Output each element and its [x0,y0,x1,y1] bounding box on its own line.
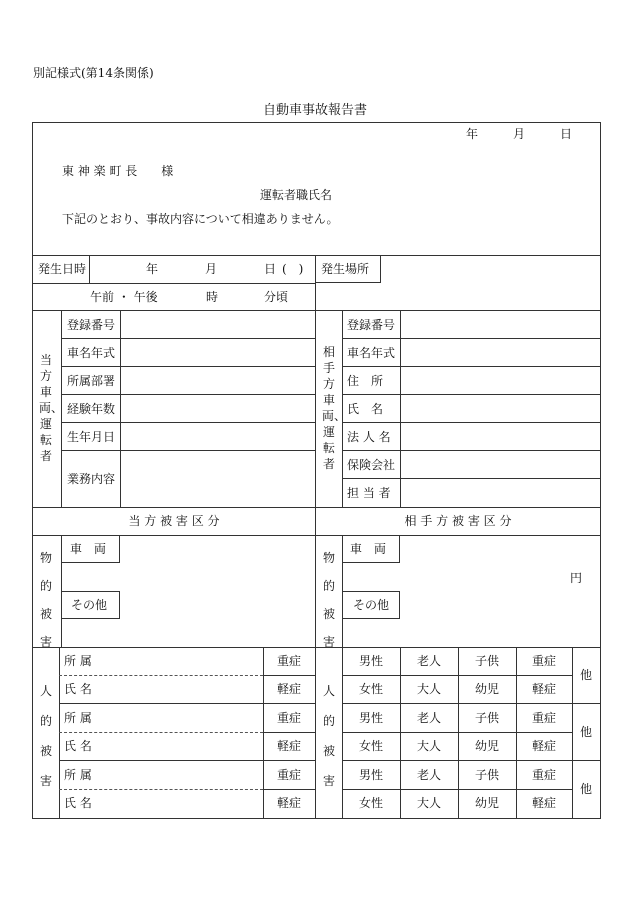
divider [89,255,90,283]
addressee: 東 神 楽 町 長 様 [62,164,174,178]
divider [342,732,572,733]
occ-minute: 分頃 [264,290,289,304]
name-label: 氏 名 [64,796,92,810]
own-row-label: 所属部署 [67,374,116,388]
divider [342,450,601,451]
name-label: 氏 名 [64,739,92,753]
occurrence-date-label: 発生日時 [38,262,87,276]
divider [342,703,601,704]
serious-label: 重症 [531,654,557,668]
adult-label: 大人 [416,739,442,753]
female-label: 女性 [358,739,384,753]
form-title: 自動車事故報告書 [262,103,368,118]
divider [263,675,315,676]
divider [32,507,601,508]
minor-label: 軽症 [531,682,557,696]
own-row-label: 経験年数 [67,402,116,416]
divider [59,732,263,733]
own-row-label: 登録番号 [67,318,116,332]
divider [61,338,315,339]
other-side-label: 相手方車両、運転者 [322,345,347,471]
serious-label: 重症 [531,768,557,782]
divider [120,310,121,507]
own-vehicle: 車 両 [70,542,107,556]
other-person-label: 人的被害 [322,684,335,788]
other-other-item: その他 [353,598,390,612]
form-reference: 別記様式(第14条関係) [33,66,154,80]
divider [400,647,401,819]
divider [59,647,60,819]
occ-ampm: 午前 ・ 午後 [90,290,158,304]
occ-year: 年 [146,262,159,276]
divider [61,394,315,395]
divider [342,760,601,761]
serious-label: 重症 [277,711,302,725]
child-label: 子供 [474,768,500,782]
own-person-label: 人的被害 [39,684,52,788]
minor-label: 軽症 [277,796,302,810]
other-row-label: 住 所 [347,374,384,388]
divider [61,422,315,423]
other-row-label: 氏 名 [347,402,384,416]
divider [458,647,459,819]
divider [342,338,601,339]
male-label: 男性 [358,654,384,668]
divider [59,675,263,676]
divider [342,675,572,676]
own-row-label: 生年月日 [67,430,116,444]
divider [342,647,343,819]
yen-unit: 円 [570,571,583,585]
divider [59,760,315,761]
occ-month: 月 [205,262,218,276]
other-row-label: 車名年式 [347,346,396,360]
affiliation-label: 所 属 [64,654,92,668]
date-month: 月 [513,127,526,141]
adult-label: 大人 [416,682,442,696]
infant-label: 幼児 [474,682,500,696]
divider [342,789,572,790]
name-label: 氏 名 [64,682,92,696]
occurrence-place-label: 発生場所 [321,262,370,276]
other-vehicle: 車 両 [350,542,387,556]
other-damage-header: 相 手 方 被 害 区 分 [404,514,512,528]
divider [263,647,264,819]
male-label: 男性 [358,711,384,725]
divider [572,647,573,819]
serious-label: 重症 [277,654,302,668]
occ-weekday: ( ) [282,262,304,276]
minor-label: 軽症 [531,796,557,810]
male-label: 男性 [358,768,384,782]
divider [59,789,263,790]
others-label: 他 [579,782,593,796]
own-other-item: その他 [71,598,108,612]
divider [59,703,315,704]
adult-label: 大人 [416,796,442,810]
others-label: 他 [579,668,593,682]
reporter-label: 運転者職氏名 [260,188,333,202]
divider [342,366,601,367]
divider [32,310,601,311]
affiliation-label: 所 属 [64,768,92,782]
own-side-label: 当方車両、運転者 [39,353,64,463]
minor-label: 軽症 [531,739,557,753]
infant-label: 幼児 [474,796,500,810]
divider [61,366,315,367]
elderly-label: 老人 [416,654,442,668]
divider [342,422,601,423]
elderly-label: 老人 [416,711,442,725]
other-row-label: 法 人 名 [347,430,391,444]
other-property-label: 物的被害 [322,551,335,649]
divider [263,789,315,790]
serious-label: 重症 [277,768,302,782]
divider [342,478,601,479]
child-label: 子供 [474,654,500,668]
center-divider [315,310,316,819]
occ-day: 日 [264,262,277,276]
divider [342,394,601,395]
divider [61,450,315,451]
own-damage-header: 当 方 被 害 区 分 [128,514,220,528]
female-label: 女性 [358,796,384,810]
date-year: 年 [466,127,479,141]
infant-label: 幼児 [474,739,500,753]
own-row-label: 業務内容 [67,472,116,486]
occ-hour: 時 [206,290,219,304]
own-row-label: 車名年式 [67,346,116,360]
minor-label: 軽症 [277,682,302,696]
other-row-label: 担 当 者 [347,486,391,500]
child-label: 子供 [474,711,500,725]
date-day: 日 [560,127,573,141]
divider [32,283,315,284]
divider [263,732,315,733]
affiliation-label: 所 属 [64,711,92,725]
own-property-label: 物的被害 [39,551,52,649]
serious-label: 重症 [531,711,557,725]
other-row-label: 登録番号 [347,318,396,332]
minor-label: 軽症 [277,739,302,753]
others-label: 他 [579,725,593,739]
female-label: 女性 [358,682,384,696]
statement: 下記のとおり、事故内容について相違ありません。 [62,212,339,226]
elderly-label: 老人 [416,768,442,782]
other-row-label: 保険会社 [347,458,396,472]
divider [516,647,517,819]
